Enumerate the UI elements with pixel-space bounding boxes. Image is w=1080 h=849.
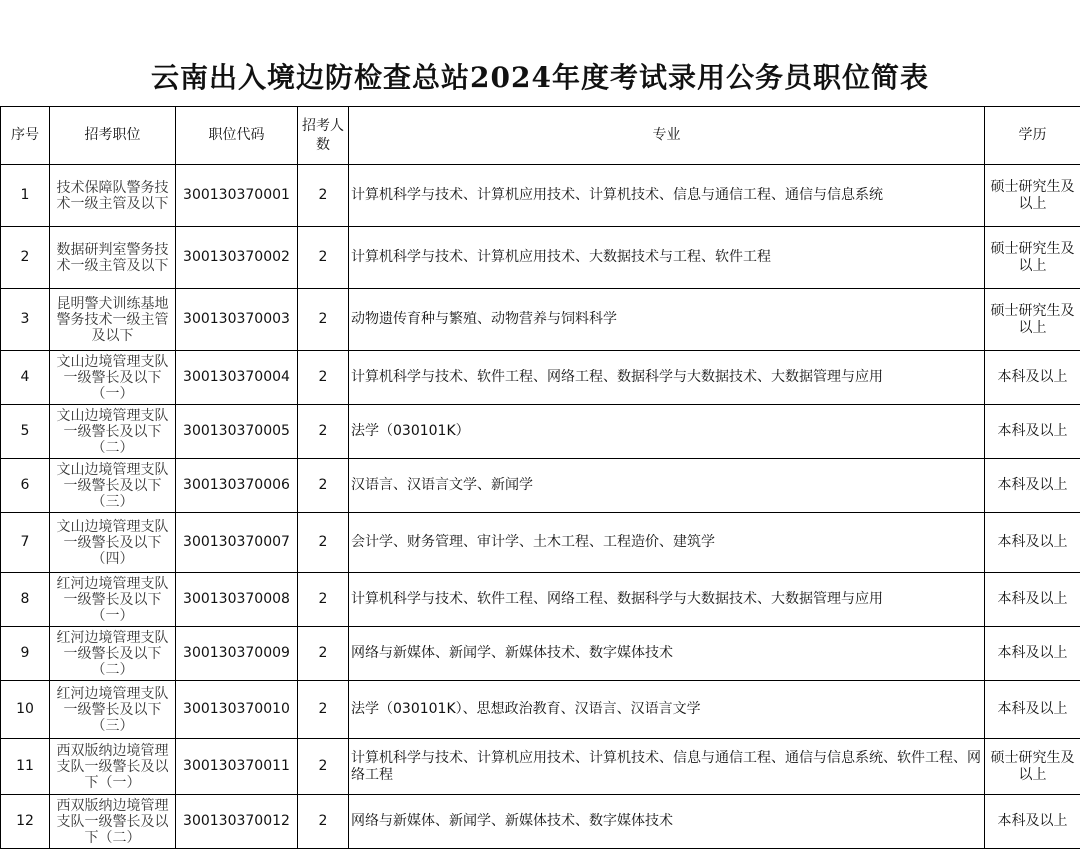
- cell-count: 2: [298, 227, 349, 289]
- table-row: [1, 739, 1080, 795]
- cell-position: 文山边境管理支队一级警长及以下（二）: [50, 405, 176, 459]
- cell-code: 300130370012: [176, 795, 298, 849]
- cell-count: 2: [298, 681, 349, 739]
- cell-count: 2: [298, 795, 349, 849]
- table-row: [1, 795, 1080, 849]
- cell-code: 300130370002: [176, 227, 298, 289]
- cell-seq: 6: [1, 459, 50, 513]
- cell-code: 300130370006: [176, 459, 298, 513]
- cell-education: 本科及以上: [985, 795, 1080, 849]
- cell-seq: 10: [1, 681, 50, 739]
- positions-table: [0, 106, 1080, 849]
- header-seq: 序号: [1, 107, 50, 165]
- cell-position: 红河边境管理支队一级警长及以下（一）: [50, 573, 176, 627]
- cell-seq: 4: [1, 351, 50, 405]
- cell-major: 动物遗传育种与繁殖、动物营养与饲料科学: [349, 289, 985, 351]
- cell-seq: 3: [1, 289, 50, 351]
- cell-count: 2: [298, 165, 349, 227]
- cell-position: 技术保障队警务技术一级主管及以下: [50, 165, 176, 227]
- table-row: [1, 573, 1080, 627]
- cell-code: 300130370003: [176, 289, 298, 351]
- table-row: [1, 459, 1080, 513]
- cell-code: 300130370004: [176, 351, 298, 405]
- cell-code: 300130370011: [176, 739, 298, 795]
- cell-code: 300130370009: [176, 627, 298, 681]
- cell-seq: 8: [1, 573, 50, 627]
- table-row: [1, 227, 1080, 289]
- cell-position: 红河边境管理支队一级警长及以下（三）: [50, 681, 176, 739]
- cell-count: 2: [298, 573, 349, 627]
- cell-major: 网络与新媒体、新闻学、新媒体技术、数字媒体技术: [349, 795, 985, 849]
- cell-count: 2: [298, 739, 349, 795]
- cell-major: 汉语言、汉语言文学、新闻学: [349, 459, 985, 513]
- cell-seq: 9: [1, 627, 50, 681]
- table-row: [1, 513, 1080, 573]
- cell-count: 2: [298, 289, 349, 351]
- cell-seq: 11: [1, 739, 50, 795]
- cell-major: 法学（030101K）: [349, 405, 985, 459]
- header-count: 招考人数: [298, 107, 349, 165]
- cell-education: 本科及以上: [985, 405, 1080, 459]
- cell-count: 2: [298, 513, 349, 573]
- table-row: [1, 351, 1080, 405]
- cell-major: 会计学、财务管理、审计学、土木工程、工程造价、建筑学: [349, 513, 985, 573]
- cell-major: 法学（030101K）、思想政治教育、汉语言、汉语言文学: [349, 681, 985, 739]
- cell-education: 本科及以上: [985, 681, 1080, 739]
- cell-education: 本科及以上: [985, 573, 1080, 627]
- header-education: 学历: [985, 107, 1080, 165]
- cell-seq: 7: [1, 513, 50, 573]
- cell-major: 计算机科学与技术、计算机应用技术、大数据技术与工程、软件工程: [349, 227, 985, 289]
- cell-major: 计算机科学与技术、软件工程、网络工程、数据科学与大数据技术、大数据管理与应用: [349, 351, 985, 405]
- cell-education: 硕士研究生及以上: [985, 289, 1080, 351]
- table-row: [1, 681, 1080, 739]
- page-title: 云南出入境边防检查总站2024年度考试录用公务员职位简表: [0, 56, 1080, 100]
- table-row: [1, 289, 1080, 351]
- cell-position: 文山边境管理支队一级警长及以下（三）: [50, 459, 176, 513]
- cell-education: 硕士研究生及以上: [985, 227, 1080, 289]
- cell-position: 文山边境管理支队一级警长及以下（一）: [50, 351, 176, 405]
- cell-position: 文山边境管理支队一级警长及以下（四）: [50, 513, 176, 573]
- table-row: [1, 165, 1080, 227]
- cell-education: 本科及以上: [985, 459, 1080, 513]
- header-major: 专业: [349, 107, 985, 165]
- cell-count: 2: [298, 405, 349, 459]
- cell-education: 本科及以上: [985, 513, 1080, 573]
- cell-education: 硕士研究生及以上: [985, 165, 1080, 227]
- cell-position: 数据研判室警务技术一级主管及以下: [50, 227, 176, 289]
- table-row: [1, 405, 1080, 459]
- cell-position: 西双版纳边境管理支队一级警长及以下（一）: [50, 739, 176, 795]
- cell-position: 西双版纳边境管理支队一级警长及以下（二）: [50, 795, 176, 849]
- cell-code: 300130370008: [176, 573, 298, 627]
- cell-count: 2: [298, 459, 349, 513]
- cell-seq: 2: [1, 227, 50, 289]
- cell-count: 2: [298, 627, 349, 681]
- cell-education: 本科及以上: [985, 351, 1080, 405]
- cell-major: 计算机科学与技术、计算机应用技术、计算机技术、信息与通信工程、通信与信息系统、软件工程、网络工程: [349, 739, 985, 795]
- cell-code: 300130370007: [176, 513, 298, 573]
- cell-major: 网络与新媒体、新闻学、新媒体技术、数字媒体技术: [349, 627, 985, 681]
- cell-position: 昆明警犬训练基地警务技术一级主管及以下: [50, 289, 176, 351]
- cell-education: 本科及以上: [985, 627, 1080, 681]
- table-row: [1, 627, 1080, 681]
- cell-seq: 1: [1, 165, 50, 227]
- header-position: 招考职位: [50, 107, 176, 165]
- cell-code: 300130370010: [176, 681, 298, 739]
- cell-code: 300130370001: [176, 165, 298, 227]
- header-code: 职位代码: [176, 107, 298, 165]
- cell-seq: 12: [1, 795, 50, 849]
- cell-seq: 5: [1, 405, 50, 459]
- table-header-row: [1, 107, 1080, 165]
- cell-education: 硕士研究生及以上: [985, 739, 1080, 795]
- cell-major: 计算机科学与技术、计算机应用技术、计算机技术、信息与通信工程、通信与信息系统: [349, 165, 985, 227]
- cell-major: 计算机科学与技术、软件工程、网络工程、数据科学与大数据技术、大数据管理与应用: [349, 573, 985, 627]
- cell-code: 300130370005: [176, 405, 298, 459]
- cell-count: 2: [298, 351, 349, 405]
- cell-position: 红河边境管理支队一级警长及以下（二）: [50, 627, 176, 681]
